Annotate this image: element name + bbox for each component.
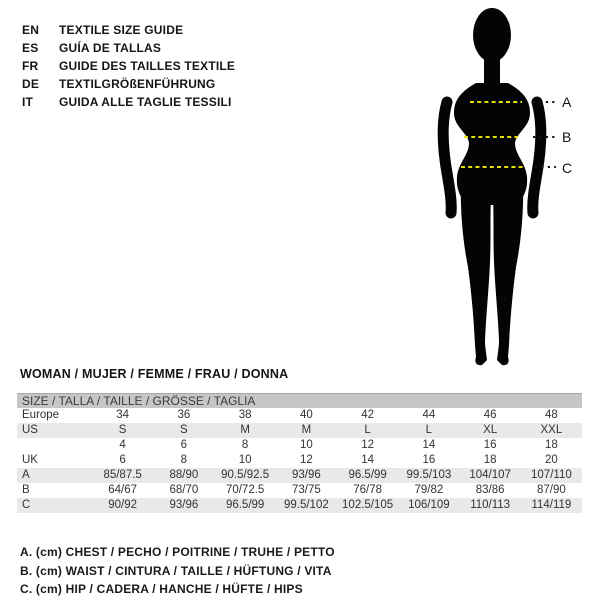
table-row — [17, 423, 582, 438]
table-row — [17, 468, 582, 483]
legend-item: C. (cm) HIP / CADERA / HANCHE / HÜFTE / HIPS — [20, 582, 303, 596]
size-value: 106/109 — [408, 499, 450, 511]
language-guide-title: TEXTILGRÖßENFÜHRUNG — [59, 77, 216, 91]
silhouette-left-leg — [461, 175, 492, 365]
language-guide-title: GUIDA ALLE TAGLIE TESSILI — [59, 95, 232, 109]
size-value: 93/96 — [169, 499, 199, 511]
size-value: 99.5/102 — [283, 499, 329, 511]
size-value: 8 — [241, 439, 249, 451]
size-value: 96.5/99 — [348, 469, 387, 481]
measure-label-c: C — [562, 160, 573, 176]
language-row — [22, 39, 235, 57]
language-guide-title: GUIDE DES TAILLES TEXTILE — [59, 59, 236, 73]
row-label: A — [22, 469, 30, 481]
legend-item: A. (cm) CHEST / PECHO / POITRINE / TRUHE / PETTO — [20, 545, 335, 559]
row-label: UK — [22, 454, 38, 466]
language-code: ES — [22, 41, 39, 55]
size-table — [17, 393, 582, 513]
size-value: M — [301, 424, 312, 436]
size-value: 14 — [361, 454, 375, 466]
size-value: 18 — [544, 439, 558, 451]
row-label: B — [22, 484, 30, 496]
size-value: 83/86 — [475, 484, 505, 496]
size-value: 68/70 — [169, 484, 199, 496]
size-value: 104/107 — [469, 469, 511, 481]
size-value: 85/87.5 — [103, 469, 142, 481]
language-row — [22, 93, 235, 111]
silhouette-right-arm — [533, 102, 541, 213]
legend-item: B. (cm) WAIST / CINTURA / TAILLE / HÜFTUNG / VITA — [20, 563, 332, 578]
table-row — [17, 453, 582, 468]
size-value: 36 — [177, 409, 191, 421]
size-value: 79/82 — [414, 484, 444, 496]
size-value: 102.5/105 — [342, 499, 394, 511]
language-guide-title: GUÍA DE TALLAS — [59, 41, 162, 55]
language-list — [22, 21, 235, 111]
size-value: 90.5/92.5 — [221, 469, 270, 481]
silhouette-right-leg — [492, 175, 523, 365]
size-value: 76/78 — [353, 484, 383, 496]
table-row — [17, 438, 582, 453]
size-value: 14 — [422, 439, 436, 451]
language-row — [22, 57, 235, 75]
size-value: S — [118, 424, 127, 436]
table-row — [17, 408, 582, 423]
woman-silhouette — [405, 5, 575, 370]
size-value: 16 — [483, 439, 497, 451]
language-guide-title: TEXTILE SIZE GUIDE — [59, 23, 184, 37]
size-value: 93/96 — [291, 469, 321, 481]
size-value: 99.5/103 — [406, 469, 452, 481]
size-value: 10 — [299, 439, 313, 451]
size-value: 8 — [180, 454, 188, 466]
size-value: 40 — [299, 409, 313, 421]
language-code: EN — [22, 23, 40, 37]
language-code: IT — [22, 95, 34, 109]
size-value: 73/75 — [291, 484, 321, 496]
language-code: DE — [22, 77, 40, 91]
size-value: 16 — [422, 454, 436, 466]
size-value: 70/72.5 — [225, 484, 265, 496]
size-value: 107/110 — [531, 469, 572, 481]
measure-label-b: B — [562, 129, 572, 145]
size-value: 46 — [483, 409, 497, 421]
size-value: 96.5/99 — [225, 499, 265, 511]
size-value: 12 — [361, 439, 375, 451]
size-table-header: SIZE / TALLA / TAILLE / GRÖSSE / TAGLIA — [17, 393, 582, 408]
size-value: 38 — [238, 409, 252, 421]
row-label: Europe — [22, 409, 60, 421]
size-value: 88/90 — [169, 469, 199, 481]
size-value: XXL — [540, 424, 563, 436]
size-value: 4 — [119, 439, 126, 451]
language-row — [22, 75, 235, 93]
size-value: 64/67 — [108, 484, 138, 496]
language-code: FR — [22, 59, 39, 73]
size-value: 6 — [119, 454, 126, 466]
size-value: 6 — [180, 439, 188, 451]
table-row — [17, 483, 582, 498]
size-value: S — [180, 424, 188, 436]
size-value: 20 — [544, 454, 558, 466]
silhouette-neck — [484, 49, 500, 83]
size-value: 48 — [544, 409, 558, 421]
size-value: 90/92 — [108, 499, 138, 511]
row-label: C — [22, 499, 31, 511]
table-title: WOMAN / MUJER / FEMME / FRAU / DONNA — [20, 367, 289, 381]
size-value: M — [240, 424, 250, 436]
size-value: 18 — [483, 454, 497, 466]
size-value: L — [364, 424, 371, 436]
size-value: L — [425, 424, 433, 436]
size-value: 34 — [116, 409, 130, 421]
size-value: 42 — [361, 409, 375, 421]
size-value: 12 — [299, 454, 313, 466]
size-value: 10 — [238, 454, 252, 466]
size-value: 87/90 — [536, 484, 566, 496]
row-label: US — [22, 424, 38, 436]
measure-label-a: A — [562, 94, 572, 110]
language-row — [22, 21, 235, 39]
table-row — [17, 498, 582, 513]
size-value: XL — [483, 424, 498, 436]
size-table-body — [17, 408, 582, 513]
size-value: 114/119 — [531, 499, 572, 511]
size-value: 110/113 — [470, 499, 511, 511]
silhouette-left-arm — [443, 102, 451, 213]
size-value: 44 — [422, 409, 436, 421]
legend-list — [20, 545, 335, 600]
